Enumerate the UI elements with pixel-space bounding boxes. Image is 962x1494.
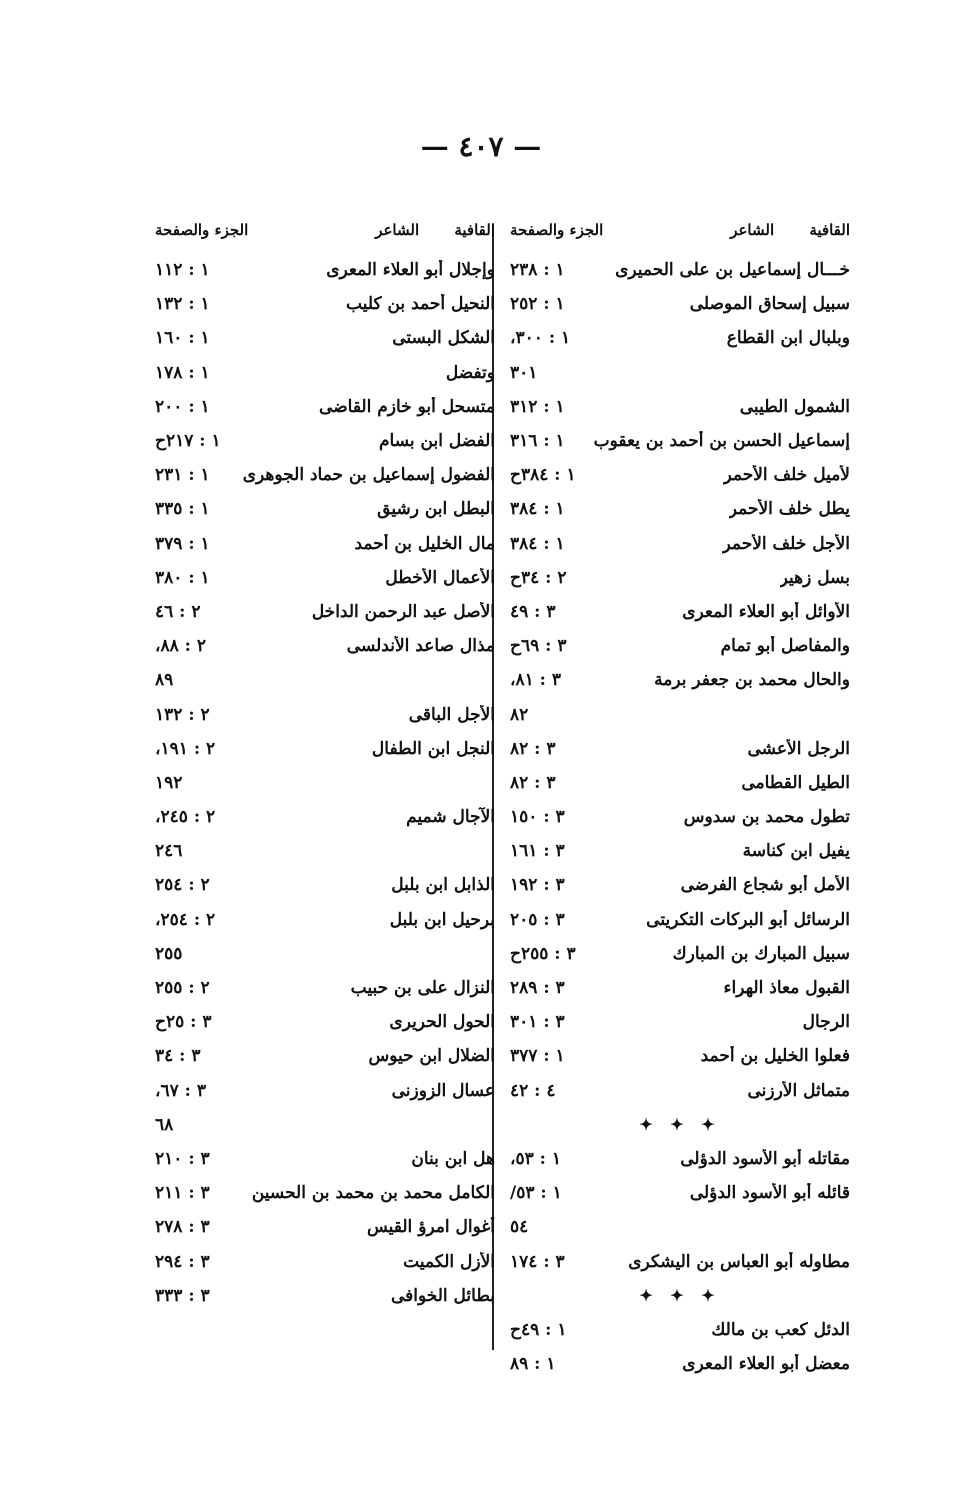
rhyme-poet: النزال على بن حبيب — [350, 978, 495, 999]
index-row — [155, 424, 495, 458]
index-row — [510, 697, 850, 731]
volume-page-ref: ٢٤٦ — [155, 841, 183, 862]
volume-page-ref: ٢ : ٢٥٤ — [155, 875, 210, 896]
index-row — [155, 561, 495, 595]
volume-page-ref: ١ : ١٦٠ — [155, 328, 210, 349]
section-separator — [510, 1279, 850, 1313]
volume-page-ref: ١ : ٥٣، — [510, 1148, 562, 1169]
volume-page-ref: ١ : ٤٩ح — [510, 1319, 567, 1340]
index-row — [155, 663, 495, 697]
index-row — [510, 492, 850, 526]
volume-page-ref: ١ : ٣٧٩ — [155, 533, 210, 554]
volume-page-ref: ٤ : ٤٢ — [510, 1080, 556, 1101]
header-entry — [700, 221, 850, 239]
rhyme-poet: سبيل إسحاق الموصلى — [689, 294, 850, 315]
rhyme-poet: النجل ابن الطفال — [371, 738, 495, 759]
page-number: — ٤٠٧ — — [420, 130, 542, 163]
volume-page-ref: ١ : ٣١٦ — [510, 431, 565, 452]
volume-page-ref: ٣ : ٢٨٩ — [510, 978, 565, 999]
rhyme-poet: الفضول إسماعيل بن حماد الجوهرى — [242, 465, 495, 486]
volume-page-ref: ١ : ٣٣٥ — [155, 499, 210, 520]
rhyme-poet: هل ابن بنان — [411, 1148, 495, 1169]
index-row — [510, 663, 850, 697]
separator-stars: ✦ ✦ ✦ — [639, 1115, 721, 1135]
volume-page-ref: ٣ : ٨١، — [510, 670, 562, 691]
volume-page-ref: ٣ : ٢٥٥ح — [510, 943, 576, 964]
volume-page-ref: ٣ : ٢٩٤ — [155, 1251, 210, 1272]
volume-page-ref: ٣ : ٢٥ح — [155, 1012, 212, 1033]
rhyme-poet: الرجال — [802, 1012, 850, 1033]
index-row — [155, 800, 495, 834]
volume-page-ref: ٨٩ — [155, 670, 174, 691]
volume-page-ref: ٢ : ٨٨، — [155, 636, 207, 657]
volume-page-ref: ٣ : ٢١٠ — [155, 1148, 210, 1169]
index-row — [155, 1279, 495, 1313]
volume-page-ref: ١ : ٣٨٤ — [510, 533, 565, 554]
index-row — [155, 527, 495, 561]
rhyme-poet: النحيل أحمد بن كليب — [346, 294, 495, 315]
volume-page-ref: ١ : ٥٣/ — [510, 1183, 562, 1204]
rhyme-poet: لأميل خلف الأحمر — [723, 465, 850, 486]
index-row — [155, 1210, 495, 1244]
volume-page-ref: ٣ : ١٥٠ — [510, 807, 565, 828]
index-row — [155, 458, 495, 492]
rhyme-poet: معضل أبو العلاء المعرى — [682, 1354, 850, 1375]
rhyme-poet: الآجال شميم — [406, 807, 495, 828]
rhyme-poet: عسال الزوزنى — [391, 1080, 495, 1101]
rhyme-poet: الأمل أبو شجاع الفرضى — [680, 875, 850, 896]
volume-page-ref: ٢ : ٣٤ح — [510, 567, 567, 588]
volume-page-ref: ١ : ٢٣١ — [155, 465, 210, 486]
index-row — [155, 1176, 495, 1210]
index-row — [155, 971, 495, 1005]
volume-page-ref: ٣ : ١٦١ — [510, 841, 565, 862]
rhyme-poet: وتفضل — [445, 362, 495, 383]
volume-page-ref: ١ : ٣٨٤ح — [510, 465, 576, 486]
volume-page-ref: ١٩٢ — [155, 772, 183, 793]
index-row — [510, 321, 850, 355]
index-row — [155, 1005, 495, 1039]
index-row — [510, 971, 850, 1005]
volume-page-ref: ٣ : ٢٧٨ — [155, 1217, 210, 1238]
index-row — [510, 1074, 850, 1108]
index-row — [155, 1074, 495, 1108]
volume-page-ref: ٦٨ — [155, 1114, 174, 1135]
volume-page-ref: ٣ : ٣٤ — [155, 1046, 201, 1067]
rhyme-poet: والحال محمد بن جعفر برمة — [654, 670, 850, 691]
header-shaer: الشاعر — [375, 221, 420, 239]
rhyme-poet: بطائل الخوافى — [390, 1285, 495, 1306]
index-row — [510, 287, 850, 321]
index-row — [510, 1176, 850, 1210]
index-row — [155, 766, 495, 800]
volume-page-ref: ١ : ٢٠٠ — [155, 396, 210, 417]
rhyme-poet: وبلبال ابن القطاع — [726, 328, 850, 349]
rhyme-poet: الكامل محمد بن محمد بن الحسين — [251, 1183, 495, 1204]
rhyme-poet: مقاتله أبو الأسود الدؤلى — [680, 1148, 850, 1169]
index-row — [155, 492, 495, 526]
volume-page-ref: ٢ : ٤٦ — [155, 601, 201, 622]
rhyme-poet: والمفاصل أبو تمام — [720, 636, 850, 657]
rhyme-poet: الذابل ابن بلبل — [391, 875, 495, 896]
volume-page-ref: ٣ : ٢١١ — [155, 1183, 210, 1204]
column-header — [510, 215, 850, 245]
index-row — [510, 1347, 850, 1381]
volume-page-ref: ١ : ٨٩ — [510, 1354, 556, 1375]
index-row — [510, 937, 850, 971]
index-row — [510, 800, 850, 834]
rhyme-poet: الأجل الباقى — [408, 704, 495, 725]
volume-page-ref: ١ : ٣١٢ — [510, 396, 565, 417]
index-row — [510, 424, 850, 458]
volume-page-ref: ٣ : ٢٠٥ — [510, 909, 565, 930]
volume-page-ref: ٢٥٥ — [155, 943, 183, 964]
header-juz: الجزء والصفحة — [510, 221, 604, 239]
volume-page-ref: ٢ : ٢٤٥، — [155, 807, 216, 828]
index-row — [510, 766, 850, 800]
rhyme-poet: أغوال امرؤ القيس — [366, 1217, 495, 1238]
volume-page-ref: ٣ : ٤٩ — [510, 601, 556, 622]
rhyme-poet: خـــال إسماعيل بن على الحميرى — [615, 260, 850, 281]
index-row — [155, 937, 495, 971]
volume-page-ref: ٣ : ٨٢ — [510, 772, 556, 793]
rhyme-poet: الأصل عبد الرحمن الداخل — [311, 601, 495, 622]
rhyme-poet: بسل زهير — [779, 567, 850, 588]
volume-page-ref: ١ : ٢٣٨ — [510, 260, 565, 281]
rhyme-poet: يفيل ابن كناسة — [742, 841, 850, 862]
index-row — [155, 595, 495, 629]
volume-page-ref: ١ : ١١٢ — [155, 260, 210, 281]
index-row — [510, 1005, 850, 1039]
volume-page-ref: ٣ : ٣٣٣ — [155, 1285, 210, 1306]
rhyme-poet: يطل خلف الأحمر — [728, 499, 850, 520]
volume-page-ref: ١ : ٢١٧ح — [155, 431, 221, 452]
index-row — [155, 868, 495, 902]
index-row — [155, 732, 495, 766]
rhyme-poet: الضلال ابن حيوس — [368, 1046, 495, 1067]
index-row — [510, 868, 850, 902]
rhyme-poet: فعلوا الخليل بن أحمد — [700, 1046, 850, 1067]
rhyme-poet: الشكل البستى — [392, 328, 495, 349]
index-row — [155, 321, 495, 355]
header-shaer: الشاعر — [730, 221, 775, 239]
index-row — [510, 253, 850, 287]
rhyme-poet: الحول الحريرى — [389, 1012, 495, 1033]
index-row — [155, 356, 495, 390]
index-row — [510, 390, 850, 424]
rhyme-poet: الطيل القطامى — [741, 772, 850, 793]
index-row — [155, 1142, 495, 1176]
volume-page-ref: ٣ : ٦٧، — [155, 1080, 207, 1101]
index-row — [510, 595, 850, 629]
index-row — [510, 903, 850, 937]
rhyme-poet: متسحل أبو خازم القاضى — [319, 396, 495, 417]
volume-page-ref: ١ : ٣٠٠، — [510, 328, 571, 349]
index-row — [510, 356, 850, 390]
rhyme-poet: الأعمال الأخطل — [385, 567, 495, 588]
index-row — [155, 1108, 495, 1142]
rhyme-poet: الدئل كعب بن مالك — [711, 1319, 850, 1340]
volume-page-ref: ٣ : ٨٢ — [510, 738, 556, 759]
volume-page-ref: ٣ : ١٧٤ — [510, 1251, 565, 1272]
index-row — [510, 561, 850, 595]
right-column — [510, 215, 850, 1381]
rhyme-poet: البطل ابن رشيق — [377, 499, 495, 520]
rhyme-poet: وإجلال أبو العلاء المعرى — [326, 260, 495, 281]
volume-page-ref: ٥٤ — [510, 1217, 529, 1238]
rhyme-poet: تطول محمد بن سدوس — [683, 807, 850, 828]
volume-page-ref: ٢ : ١٣٢ — [155, 704, 210, 725]
index-row — [510, 1244, 850, 1278]
index-row — [155, 903, 495, 937]
volume-page-ref: ٣ : ٣٠١ — [510, 1012, 565, 1033]
header-entry — [345, 221, 495, 239]
rhyme-poet: الفضل ابن بسام — [379, 431, 495, 452]
index-row — [155, 834, 495, 868]
index-row — [510, 1142, 850, 1176]
volume-page-ref: ٨٢ — [510, 704, 529, 725]
volume-page-ref: ٢ : ٢٥٤، — [155, 909, 216, 930]
rhyme-poet: برحيل ابن بلبل — [389, 909, 495, 930]
rhyme-poet: قائله أبو الأسود الدؤلى — [689, 1183, 850, 1204]
volume-page-ref: ٢ : ٢٥٥ — [155, 978, 210, 999]
volume-page-ref: ١ : ٣٨٠ — [155, 567, 210, 588]
rhyme-poet: الشمول الطيبى — [739, 396, 850, 417]
rhyme-poet: الرجل الأعشى — [747, 738, 850, 759]
index-row — [155, 1039, 495, 1073]
index-row — [510, 1313, 850, 1347]
index-row — [155, 287, 495, 321]
index-row — [510, 629, 850, 663]
rhyme-poet: الرسائل أبو البركات التكريتى — [646, 909, 850, 930]
volume-page-ref: ٣ : ١٩٢ — [510, 875, 565, 896]
volume-page-ref: ٣٠١ — [510, 362, 538, 383]
rhyme-poet: الأجل خلف الأحمر — [722, 533, 850, 554]
volume-page-ref: ١ : ٣٧٧ — [510, 1046, 565, 1067]
rhyme-poet: مذال صاعد الأندلسى — [346, 636, 495, 657]
volume-page-ref: ١ : ٢٥٢ — [510, 294, 565, 315]
section-separator — [510, 1108, 850, 1142]
rhyme-poet: سبيل المبارك بن المبارك — [672, 943, 850, 964]
index-row — [510, 458, 850, 492]
index-row — [510, 834, 850, 868]
column-header — [155, 215, 495, 245]
header-qafiya: القافية — [809, 221, 850, 239]
rhyme-poet: مال الخليل بن أحمد — [354, 533, 495, 554]
rhyme-poet: متماثل الأرزنى — [747, 1080, 850, 1101]
header-qafiya: القافية — [454, 221, 495, 239]
index-row — [155, 629, 495, 663]
index-row — [155, 697, 495, 731]
volume-page-ref: ١ : ٣٨٤ — [510, 499, 565, 520]
rhyme-poet: الأوائل أبو العلاء المعرى — [682, 601, 850, 622]
rhyme-poet: القبول معاذ الهراء — [723, 978, 850, 999]
index-row — [510, 732, 850, 766]
index-row — [510, 527, 850, 561]
volume-page-ref: ١ : ١٣٢ — [155, 294, 210, 315]
volume-page-ref: ١ : ١٧٨ — [155, 362, 210, 383]
volume-page-ref: ٢ : ١٩١، — [155, 738, 216, 759]
rhyme-poet: مطاوله أبو العباس بن اليشكرى — [628, 1251, 850, 1272]
index-row — [155, 390, 495, 424]
rhyme-poet: إسماعيل الحسن بن أحمد بن يعقوب — [593, 431, 850, 452]
rhyme-poet: الأزل الكميت — [403, 1251, 495, 1272]
index-row — [510, 1039, 850, 1073]
header-juz: الجزء والصفحة — [155, 221, 249, 239]
index-row — [510, 1210, 850, 1244]
separator-stars: ✦ ✦ ✦ — [639, 1286, 721, 1306]
index-row — [155, 1244, 495, 1278]
volume-page-ref: ٣ : ٦٩ح — [510, 636, 567, 657]
left-column — [155, 215, 495, 1313]
index-row — [155, 253, 495, 287]
